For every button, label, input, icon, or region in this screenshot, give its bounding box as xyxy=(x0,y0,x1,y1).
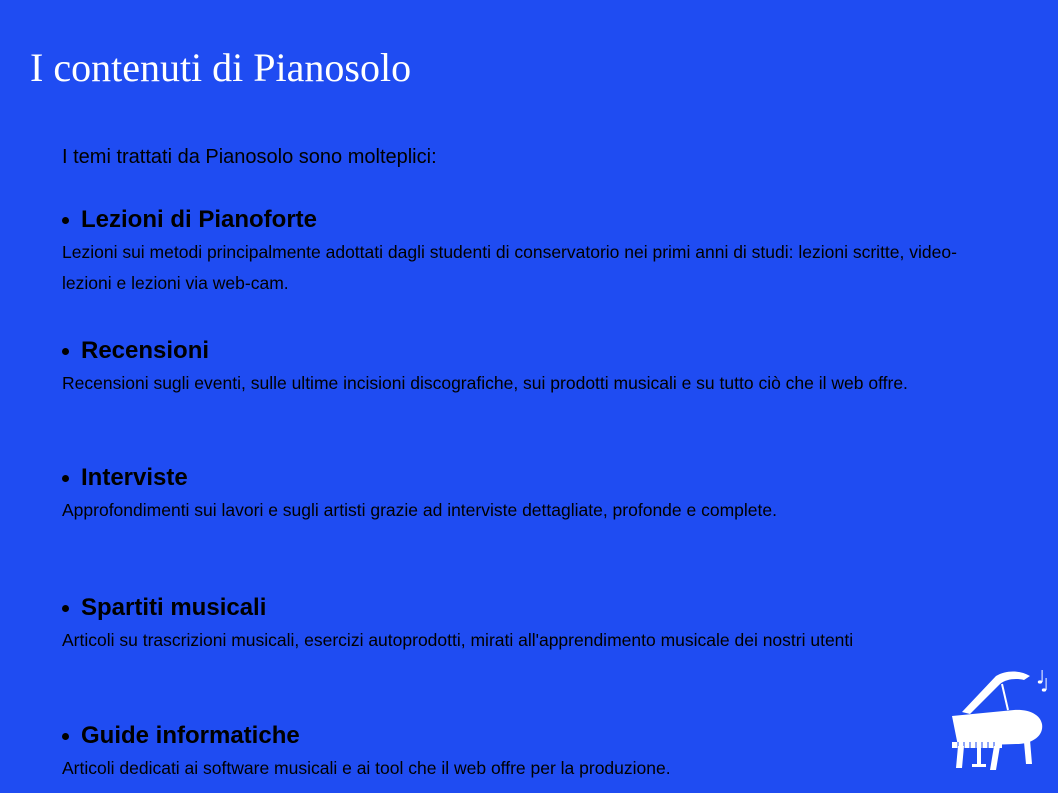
bullet-icon xyxy=(62,733,69,740)
slide-title: I contenuti di Pianosolo xyxy=(30,45,412,90)
topic-heading xyxy=(62,463,992,493)
topic-lezioni xyxy=(62,205,992,299)
topic-title: Spartiti musicali xyxy=(81,594,267,621)
bullet-icon xyxy=(62,605,69,612)
topic-description: Lezioni sui metodi principalmente adottati dagli studenti di conservatorio nei primi anni di studi: lezioni scritte, video-lezioni e lezioni via web-cam. xyxy=(62,242,957,293)
topic-recensioni xyxy=(62,336,992,399)
topic-guide xyxy=(62,721,992,784)
topic-heading xyxy=(62,721,992,751)
topic-description: Approfondimenti sui lavori e sugli artisti grazie ad interviste dettagliate, profonde e complete. xyxy=(62,500,777,520)
topic-interviste xyxy=(62,463,992,526)
bullet-icon xyxy=(62,217,69,224)
topic-description: Articoli su trascrizioni musicali, esercizi autoprodotti, mirati all'apprendimento musicale dei nostri utenti xyxy=(62,630,854,650)
topic-heading xyxy=(62,336,992,366)
topic-description: Recensioni sugli eventi, sulle ultime incisioni discografiche, sui prodotti musicali e su tutto ciò che il web offre. xyxy=(62,373,908,393)
grand-piano-icon xyxy=(944,664,1054,774)
intro-text: I temi trattati da Pianosolo sono molteplici: xyxy=(62,146,437,168)
bullet-icon xyxy=(62,348,69,355)
topic-title: Recensioni xyxy=(81,337,210,364)
topic-heading xyxy=(62,205,992,235)
topic-description: Articoli dedicati ai software musicali e ai tool che il web offre per la produzione. xyxy=(62,758,671,778)
topic-title: Lezioni di Pianoforte xyxy=(81,206,318,233)
topic-heading xyxy=(62,593,992,623)
topic-title: Interviste xyxy=(81,464,188,491)
topic-spartiti xyxy=(62,593,992,656)
topic-title: Guide informatiche xyxy=(81,722,300,749)
bullet-icon xyxy=(62,475,69,482)
